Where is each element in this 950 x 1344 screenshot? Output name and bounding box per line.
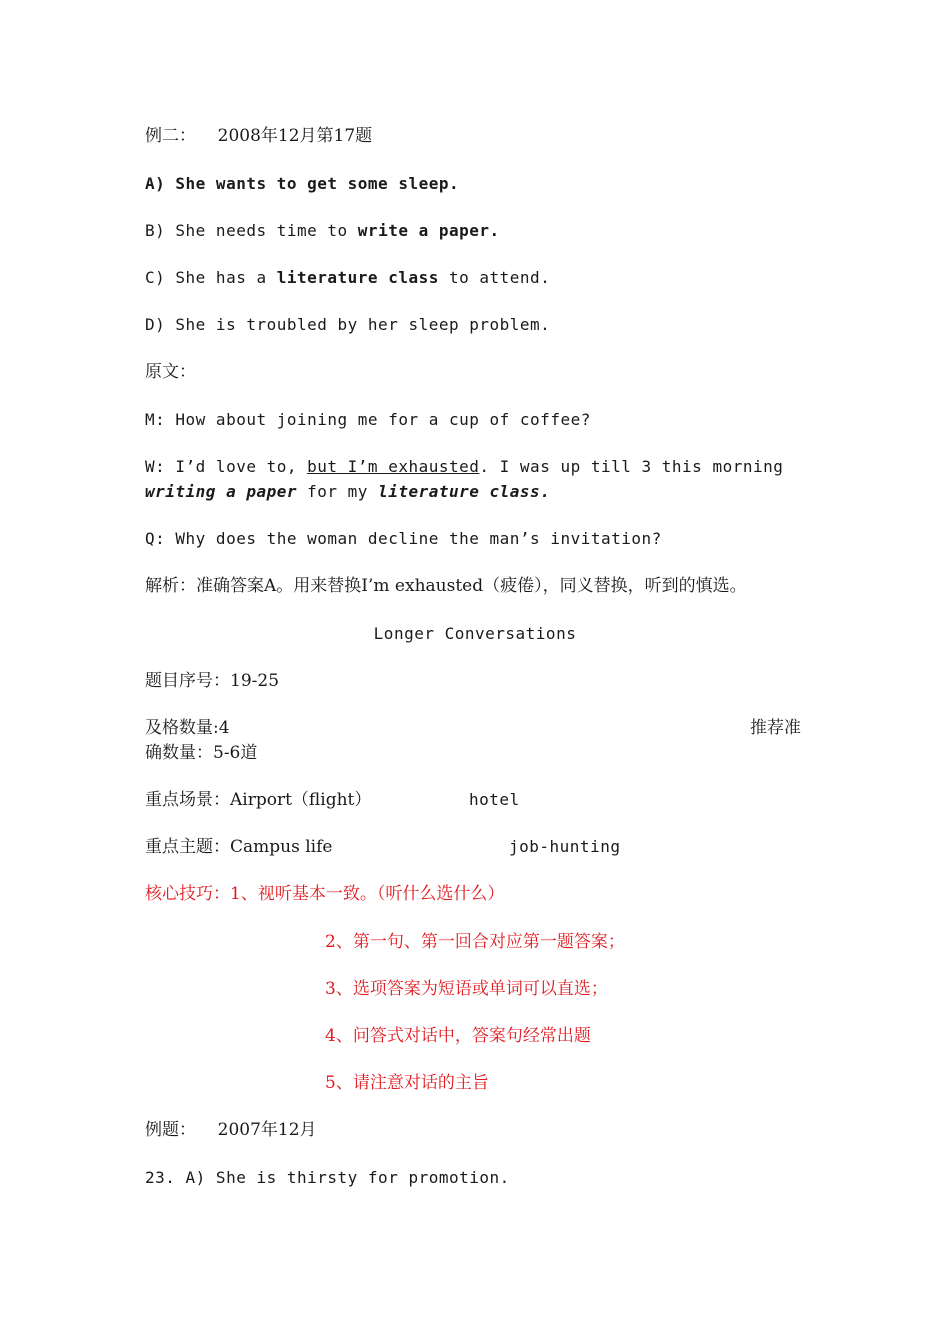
- key-scenes: 重点场景：Airport（flight）: [145, 790, 372, 810]
- option-a: A) She wants to get some sleep.: [145, 174, 460, 193]
- example-source: 2008年12月第17题: [217, 126, 373, 146]
- tip-5: 5、请注意对话的主旨: [325, 1073, 489, 1093]
- transcript-w-line-2: [145, 480, 550, 504]
- example-question-heading: [145, 1118, 317, 1142]
- analysis-text: 解析：准确答案A。用来替换I’m exhausted（疲倦），同义替换，听到的慎选。: [145, 576, 747, 596]
- option-b-text: B) She needs time to: [145, 221, 358, 240]
- section-title: Longer Conversations: [373, 624, 577, 643]
- option-d: D) She is troubled by her sleep problem.: [145, 315, 551, 334]
- tip-1: 核心技巧：1、视听基本一致。（听什么选什么）: [145, 884, 505, 904]
- tip-3: 3、选项答案为短语或单词可以直选；: [325, 979, 608, 999]
- example-q-label: 例题：: [145, 1120, 196, 1140]
- w-line-bold-2: literature class.: [378, 482, 551, 501]
- example-q-source: 2007年12月: [217, 1120, 317, 1140]
- option-c-text: C) She has a: [145, 268, 277, 287]
- w-line-start: W: I’d love to,: [145, 457, 308, 476]
- option-c: [145, 266, 550, 290]
- option-b: [145, 219, 500, 243]
- question-23-option-a: 23. A) She is thirsty for promotion.: [145, 1168, 510, 1187]
- option-c-suffix: to attend.: [438, 268, 551, 287]
- key-themes: 重点主题：Campus life: [145, 837, 333, 857]
- example-label: 例二：: [145, 126, 196, 146]
- option-c-bold: literature class: [276, 268, 439, 287]
- option-b-bold: write a paper.: [357, 221, 500, 240]
- key-scene-hotel: hotel: [469, 790, 520, 809]
- transcript-m-line: M: How about joining me for a cup of coffee?: [145, 410, 591, 429]
- w-line-mid: for my: [297, 482, 379, 501]
- transcript-w-line: [145, 455, 783, 479]
- recommend-count: 确数量：5-6道: [145, 743, 258, 763]
- pass-count: 及格数量:4: [145, 718, 230, 738]
- key-theme-job: job-hunting: [509, 837, 621, 856]
- tip-4: 4、问答式对话中，答案句经常出题: [325, 1026, 591, 1046]
- example-2-heading: [145, 124, 372, 148]
- question-numbers: 题目序号：19-25: [145, 671, 280, 691]
- w-line-bold-1: writing a paper: [145, 482, 297, 501]
- transcript-q-line: Q: Why does the woman decline the man’s invitation?: [145, 529, 662, 548]
- tip-2: 2、第一句、第一回合对应第一题答案；: [325, 932, 625, 952]
- transcript-label: 原文：: [145, 362, 196, 382]
- w-line-underlined: but I’m exhausted: [307, 457, 480, 476]
- recommend-label: 推荐准: [750, 718, 801, 738]
- w-line-end: . I was up till 3 this morning: [479, 457, 784, 476]
